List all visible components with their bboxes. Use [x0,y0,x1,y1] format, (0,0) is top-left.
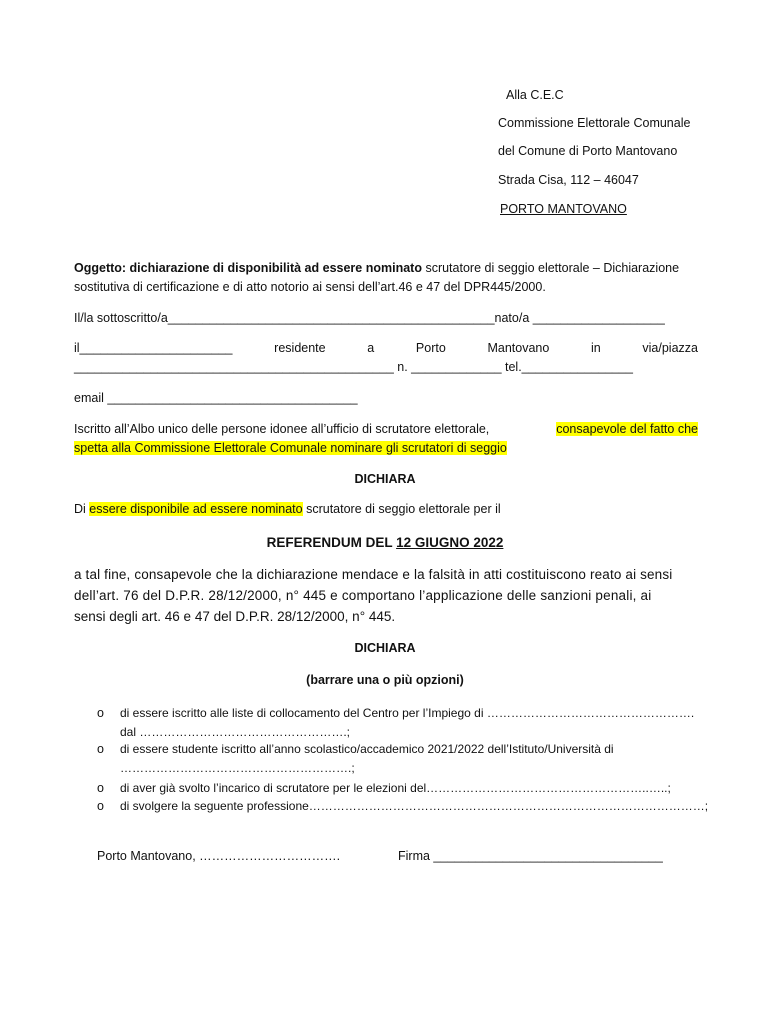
registration-line-1 [74,422,698,436]
undersigned-field[interactable]: Il/la sottoscritto/a_______________________________________________nato/a ___________________ [74,311,665,325]
availability-suffix: scrutatore di seggio elettorale per il [302,502,501,516]
referendum-heading [0,535,770,550]
birth-residence-line [74,341,698,355]
disclaimer-line-3: sensi degli art. 46 e 47 del D.P.R. 28/12/2000, n° 445. [74,609,396,624]
availability-prefix: Di [74,502,90,516]
word-in: in [591,341,601,355]
registration-line-2 [74,441,507,455]
email-field[interactable]: email ____________________________________ [74,391,358,405]
word-via-piazza: via/piazza [642,341,698,355]
option-3-checkbox[interactable]: o [97,781,104,795]
option-2-checkbox[interactable]: o [97,742,104,756]
option-2-institute[interactable]: ………………………………………………….; [120,761,355,775]
referendum-date: 12 GIUGNO 2022 [396,535,504,550]
disclaimer-text-2: dell’art. 76 del D.P.R. 28/12/2000, n° 445 e comportano l’applicazione delle sanzioni penali, ai [74,588,652,603]
option-1-checkbox[interactable]: o [97,706,104,720]
address-field[interactable]: ______________________________________________ n. _____________ tel.________________ [74,360,633,374]
word-porto: Porto [415,341,446,355]
subject-rest: scrutatore di seggio elettorale – Dichiarazione [421,261,680,275]
availability-line [74,502,501,516]
recipient-line-5: PORTO MANTOVANO [500,202,627,216]
subject-line-1 [74,261,679,275]
option-4-checkbox[interactable]: o [97,799,104,813]
declares-heading-1: DICHIARA [354,472,416,486]
declares-heading-2: DICHIARA [354,641,416,655]
availability-highlight: essere disponibile ad essere nominato [89,502,303,516]
recipient-line-1: Alla C.E.C [506,88,564,102]
place-date-field[interactable]: Porto Mantovano, ……………………………. [97,849,341,863]
recipient-line-2: Commissione Elettorale Comunale [498,116,691,130]
registration-highlight-2: spetta alla Commissione Elettorale Comunale nominare gli scrutatori di seggio [74,441,507,455]
option-1-date[interactable]: dal …………………………………………….; [120,725,351,739]
signature-field[interactable]: Firma _________________________________ [398,849,663,863]
option-4-text: di svolgere la seguente professione………………………………………………………………………………………; [120,799,709,813]
disclaimer-line-1 [74,567,698,582]
recipient-line-4: Strada Cisa, 112 – 46047 [498,173,639,187]
disclaimer-line-2 [74,588,698,603]
word-a: a [367,341,375,355]
referendum-prefix: REFERENDUM DEL [266,535,397,550]
birth-date-field[interactable]: il______________________ [74,341,233,355]
disclaimer-text-1: a tal fine, consapevole che la dichiarazione mendace e la falsità in atti costituiscono reato ai sensi [74,567,673,582]
subject-label: Oggetto: dichiarazione di disponibilità ad essere nominato [74,261,422,275]
registration-highlight-1: consapevole del fatto che [556,422,698,436]
word-mantovano: Mantovano [487,341,550,355]
recipient-line-3: del Comune di Porto Mantovano [498,144,678,158]
subject-line-2: sostitutiva di certificazione e di atto notorio ai sensi dell’art.46 e 47 del DPR445/2000. [74,280,546,294]
option-3-text: di aver già svolto l’incarico di scrutatore per le elezioni del………………………………………………..…..; [120,781,671,795]
option-1-text: di essere iscritto alle liste di collocamento del Centro per l’Impiego di ……………………………………………. [120,706,695,720]
options-instruction: (barrare una o più opzioni) [306,673,464,687]
word-residente: residente [274,341,326,355]
registration-text: Iscritto all’Albo unico delle persone idonee all’ufficio di scrutatore elettorale, [74,422,490,436]
option-2-text: di essere studente iscritto all’anno scolastico/accademico 2021/2022 dell’Istituto/Università di [120,742,614,756]
